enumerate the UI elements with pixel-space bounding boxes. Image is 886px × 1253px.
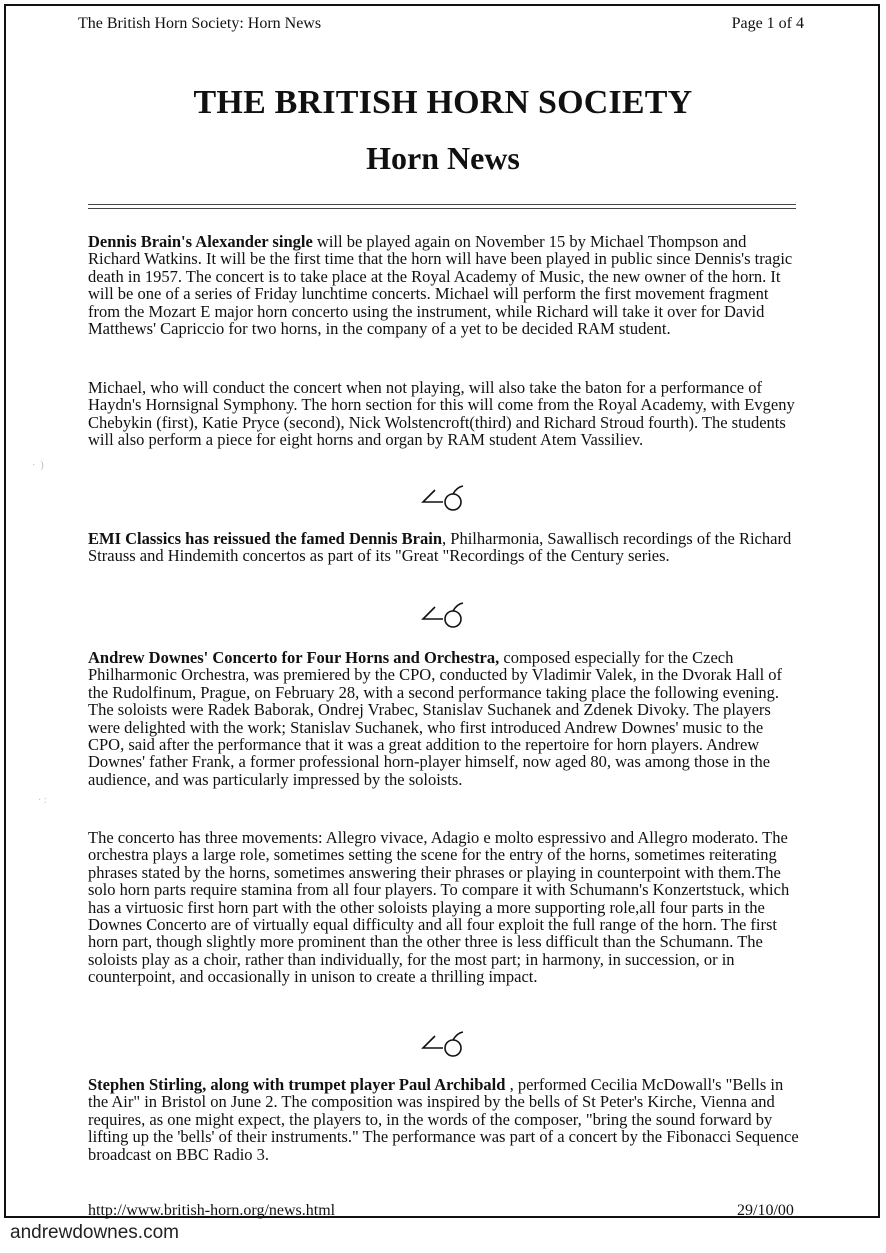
article-haydn-hornsignal (88, 379, 800, 449)
article-body: , Philharmonia, Sawallisch recordings of the Richard Strauss and Hindemith concertos as part of its "Great "Recordings of the Century series. (88, 529, 792, 566)
document-subtitle: Horn News (366, 140, 520, 176)
horn-ornament-icon (417, 1030, 465, 1060)
article-downes-concerto (88, 649, 800, 788)
scan-speck: · : (38, 795, 47, 806)
running-header-title: The British Horn Society: Horn News (78, 15, 322, 32)
article-body: composed especially for the Czech Philharmonic Orchestra, was premiered by the CPO, conducted by Vladimir Valek, in the Dvorak Hall of the Rudolfinum, Prague, on February 28, with a second performance taking place the following evening. The soloists were Radek Baborak, Ondrej Vrabec, Stanislav Suchanek and Zdenek Divoky. The players were delighted with the work; Stanislav Suchanek, who first introduced Andrew Downes' music to the CPO, said after the performance that it was a great addition to the repertoire for horn players. Andrew Downes' father Frank, a former professional horn-player himself, now aged 80, was among those in the audience, and was particularly impressed by the soloists. (88, 648, 783, 789)
article-bells-in-the-air (88, 1076, 800, 1163)
document-title: THE BRITISH HORN SOCIETY (193, 84, 693, 121)
page-number: Page 1 of 4 (731, 15, 804, 32)
article-dennis-brain-alexander (88, 233, 800, 337)
article-headline: Andrew Downes' Concerto for Four Horns and Orchestra, (88, 648, 500, 667)
article-body: , performed Cecilia McDowall's "Bells in the Air" in Bristol on June 2. The composition was inspired by the bells of St Peter's Kirche, Vienna and requires, as one might expect, the players to, in the words of the composer, "bring the sound forward by lifting up the 'bells' of their instruments." The performance was part of a concert by the Fibonacci Sequence broadcast on BBC Radio 3. (88, 1075, 799, 1164)
article-concerto-movements (88, 829, 800, 986)
article-headline: EMI Classics has reissued the famed Dennis Brain (88, 529, 443, 548)
horn-ornament-icon (417, 484, 465, 514)
site-watermark: andrewdownes.com (10, 1222, 179, 1243)
article-body: Michael, who will conduct the concert when not playing, will also take the baton for a performance of Haydn's Hornsignal Symphony. The horn section for this will come from the Royal Academy, with Evgeny Chebykin (first), Katie Pryce (second), Nick Wolstencroft(third) and Richard Stroud fourth). The students will also perform a piece for eight horns and organ by RAM student Atem Vassiliev. (88, 378, 795, 450)
article-headline: Stephen Stirling, along with trumpet player Paul Archibald (88, 1075, 506, 1094)
scan-speck: · ) (32, 460, 44, 471)
title-divider (88, 204, 796, 209)
print-date: 29/10/00 (737, 1202, 794, 1219)
article-headline: Dennis Brain's Alexander single (88, 232, 313, 251)
article-body: The concerto has three movements: Allegro vivace, Adagio e molto espressivo and Allegro moderato. The orchestra plays a large role, sometimes setting the scene for the entry of the horns, sometimes reiterating phrases stated by the horns, sometimes answering their phrases or playing in counterpoint with them.The solo horn parts require stamina from all four players. To compare it with Schumann's Konzertstuck, which has a virtuosic first horn part with the other soloists playing a more supporting role,all four parts in the Downes Concerto are of virtually equal difficulty and all four exploit the full range of the horn. The first horn part, though slightly more prominent than the other three is less difficult than the Schumann. The soloists play as a choir, rather than individually, for the most part; in harmony, in succession, or in counterpoint, and occasionally in unison to create a thrilling impact. (88, 828, 790, 987)
article-emi-reissue (88, 530, 800, 565)
article-body: will be played again on November 15 by Michael Thompson and Richard Watkins. It will be the first time that the horn will have been played in public since Dennis's tragic death in 1957. The concert is to take place at the Royal Academy of Music, the new owner of the horn. It will be one of a series of Friday lunchtime concerts. Michael will perform the first movement fragment from the Mozart E major horn concerto using the instrument, while Richard will take it over for David Matthews' Capriccio for two horns, in the company of a yet to be decided RAM student. (88, 232, 793, 339)
horn-ornament-icon (417, 601, 465, 631)
source-url[interactable]: http://www.british-horn.org/news.html (88, 1202, 336, 1219)
